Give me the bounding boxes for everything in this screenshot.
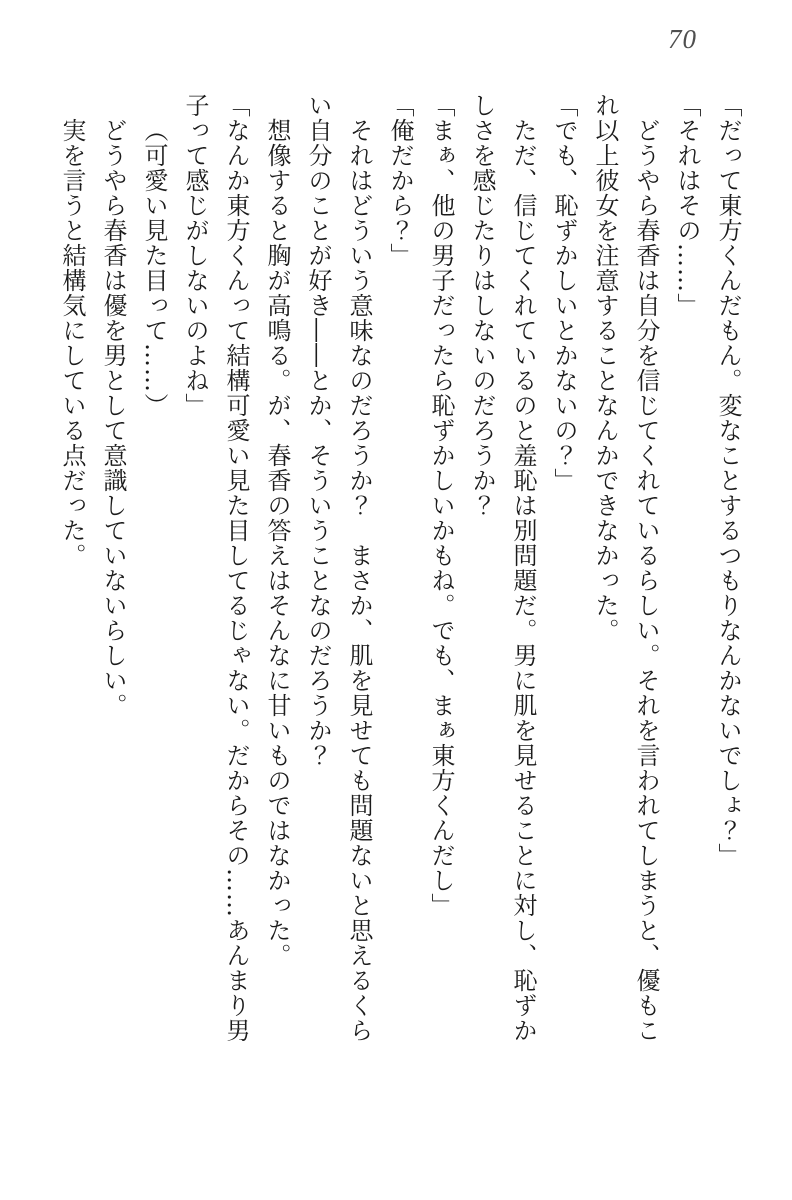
text-line: どうやら春香は自分を信じてくれているらしい。それを言われてしまうと、優もこ: [632, 118, 660, 1043]
page-number: 70: [668, 24, 697, 54]
text-line: 「なんか東方くんって結構可愛い見た目してるじゃない。だからその……あんまり男: [222, 93, 250, 1043]
text-line: しさを感じたりはしないのだろうか？: [468, 93, 496, 518]
text-line: どうやら春香は優を男として意識していないらしい。: [99, 118, 127, 718]
text-line: 実を言うと結構気にしている点だった。: [58, 118, 86, 568]
text-line: 想像すると胸が高鳴る。が、春香の答えはそんなに甘いものではなかった。: [263, 118, 291, 968]
text-line: （可愛い見た目って……）: [140, 118, 168, 418]
text-line: ただ、信じてくれているのと羞恥は別問題だ。男に肌を見せることに対し、恥ずか: [509, 118, 537, 1043]
text-line: 「だって東方くんだもん。変なことするつもりなんかないでしょ？」: [714, 93, 742, 868]
text-line: 「でも、恥ずかしいとかないの？」: [550, 93, 578, 493]
text-line: それはどういう意味なのだろうか？ まさか、肌を見せても問題ないと思えるくら: [345, 118, 373, 1043]
text-line: い自分のことが好き――とか、そういうことなのだろうか？: [304, 93, 332, 768]
text-line: れ以上彼女を注意することなんかできなかった。: [591, 93, 619, 643]
text-line: 「俺だから？」: [386, 93, 414, 268]
text-line: 「まぁ、他の男子だったら恥ずかしいかもね。でも、まぁ東方くんだし」: [427, 93, 455, 918]
text-line: 子って感じがしないのよね」: [181, 93, 209, 418]
text-line: 「それはその……」: [673, 93, 701, 318]
vertical-text-block: [48, 93, 748, 1183]
